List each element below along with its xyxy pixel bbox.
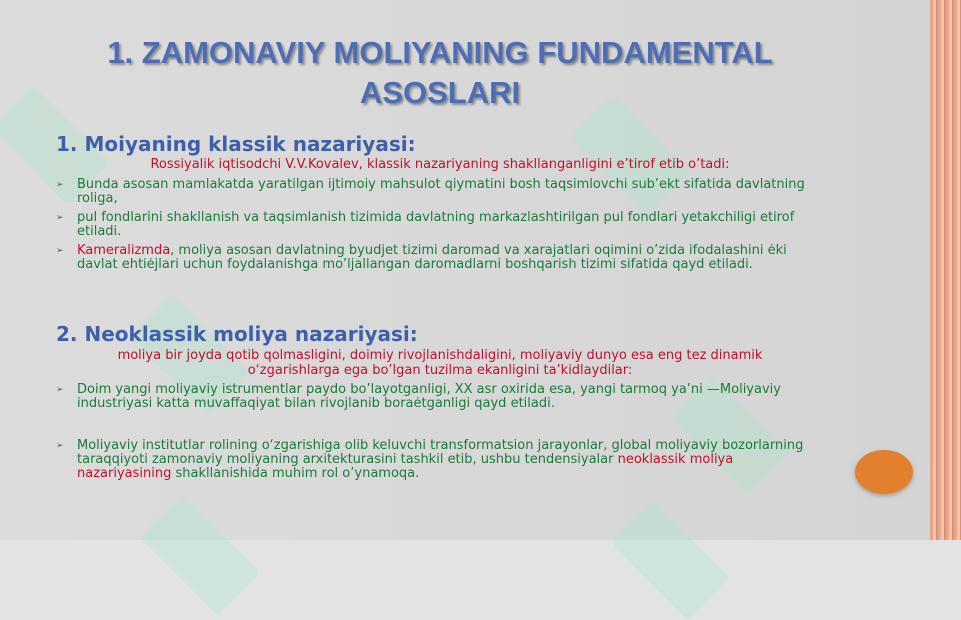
section2-intro-line2: o‘zgarishlarga ega bo’lgan tuzilma ekanligini ta’kidlaydilar:	[247, 363, 633, 378]
bullet-text: pul fondlarini shakllanish va taqsimlanish tizimida davlatning markazlashtirilgan pul fondlari yetakchiligi etirof etiladi.	[77, 210, 795, 239]
section2-heading: 2. Neoklassik moliya nazariyasi:	[56, 322, 418, 346]
bullet-arrow-icon: ➢	[56, 385, 64, 395]
watermark-logo	[140, 495, 260, 615]
slide-title: 1. ZAMONAVIY MOLIYANING FUNDAMENTAL ASOSLARI	[107, 35, 773, 110]
decorative-orange-circle	[855, 450, 913, 494]
bullet-text-part: Moliyaviy institutlar rolining o‘zgarishiga olib keluvchi transformatsion jarayonlar, global moliyaviy bozorlarning taraqqiyoti zamonaviy moliyaning arxitekturasini tashkil etib, ushbu tendensiyalar	[77, 438, 804, 467]
decorative-right-border	[930, 0, 961, 540]
bullet-text: Bunda asosan mamlakatda yaratilgan ijtimoiy mahsulot qiymatini bosh taqsimlovchi sub’ekt sifatida davlatning roliga,	[77, 177, 805, 206]
bullet-text: Doim yangi moliyaviy istrumentlar paydo bo’layotganligi, XX asr oxirida esa, yangi tarmoq ya’ni —Moliyaviy industriyasi katta muvaffaqiyat bilan rivojlanib boraėtganligi qayd etiladi.	[77, 382, 781, 411]
highlight-term: neoklassik moliya nazariyasining	[77, 452, 734, 481]
bullet-text	[56, 244, 826, 272]
bullet-arrow-icon: ➢	[56, 441, 64, 451]
bullet-text	[56, 439, 826, 481]
section2-intro-line1: moliya bir joyda qotib qolmasligini, doimiy rivojlanishdaligini, moliyaviy dunyo esa eng tez dinamik	[117, 348, 763, 363]
bullet-arrow-icon: ➢	[56, 246, 64, 256]
bullet-arrow-icon: ➢	[56, 213, 64, 223]
highlight-term: Kameralizmda	[77, 243, 171, 258]
list-item	[56, 439, 826, 481]
list-item	[56, 244, 826, 272]
section1-heading: 1. Moiyaning klassik nazariyasi:	[56, 132, 416, 156]
section1-intro: Rossiyalik iqtisodchi V.V.Kovalev, klassik nazariyaning shakllanganligini e’tirof etib o’tadi:	[150, 157, 730, 172]
watermark-logo	[610, 500, 730, 620]
list-item	[56, 383, 826, 411]
list-item	[56, 211, 826, 239]
list-item	[56, 178, 826, 206]
bullet-arrow-icon: ➢	[56, 180, 64, 190]
bullet-text-part: shakllanishida muhim rol o’ynamoqa.	[171, 466, 420, 481]
bullet-text-rest: , moliya asosan davlatning byudjet tizimi daromad va xarajatlari oqimini o’zida ifodalashini ėki davlat ehtiėjlari uchun foydalanishga mo’ljallangan daromadlarni boshqarish tizimi sifatida qayd etiladi.	[77, 243, 787, 272]
